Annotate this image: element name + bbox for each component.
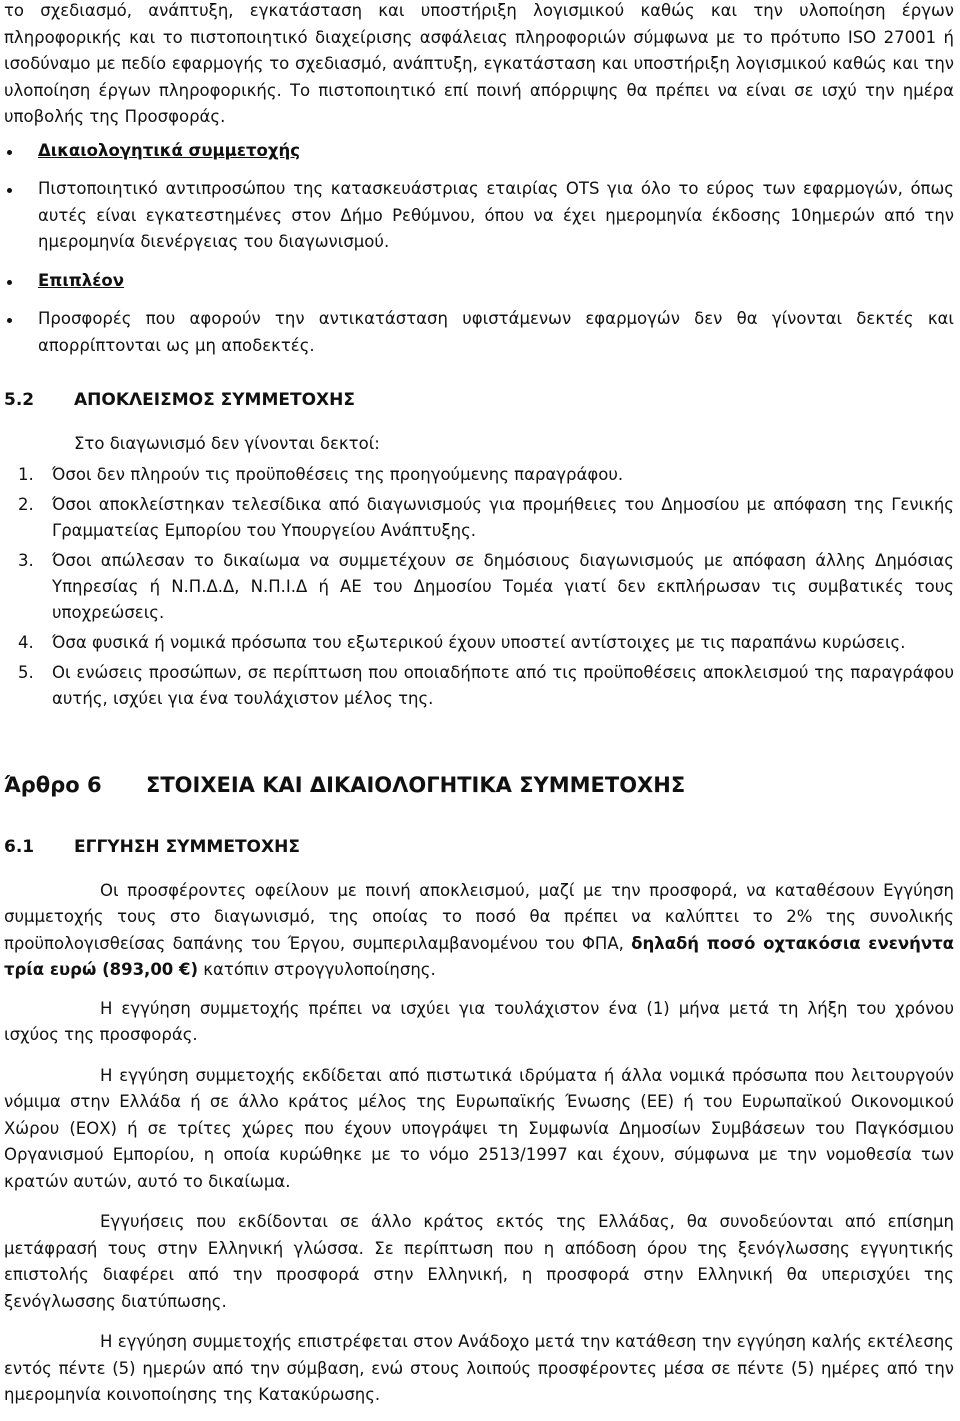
section-6-1-heading (4, 834, 954, 860)
section-title: ΑΠΟΚΛΕΙΣΜΟΣ ΣΥΜΜΕΤΟΧΗΣ (74, 390, 355, 410)
list-item: 4. Όσα φυσικά ή νομικά πρόσωπα του εξωτερικού έχουν υποστεί αντίστοιχες με τις παραπάνω κυρώσεις. (18, 632, 906, 652)
article-6-heading (4, 770, 954, 800)
bullet-certificate: Πιστοποιητικό αντιπροσώπου της κατασκευάστριας εταιρίας OTS για όλο το εύρος των εφαρμογών, όπως αυτές είναι εγκατεστημένες στον Δήμο Ρεθύμνου, όπου να έχει ημερομηνία έκδοσης 10ημερών από την ημερομηνία διενέργειας του διαγωνισμού. (4, 176, 954, 256)
section-5-2-heading (4, 387, 954, 413)
article-label: Άρθρο 6 (4, 772, 102, 797)
intro-paragraph: το σχεδιασμό, ανάπτυξη, εγκατάσταση και υποστήριξη λογισμικού καθώς και την υλοποίηση έργων πληροφορικής και το πιστοποιητικό διαχείρισης ασφάλειας πληροφοριών σύμφωνα με το πρότυπο ISO 27001 ή ισοδύναμο με πεδίο εφαρμογής το σχεδιασμό, ανάπτυξη, εγκατάσταση και υποστήριξη λογισμικού καθώς και την υλοποίηση έργων πληροφορικής. Το πιστοποιητικό επί ποινή απόρριψης θα πρέπει να είναι σε ισχύ την ημέρα υποβολής της Προσφοράς. (4, 1, 954, 126)
exclusion-list (4, 462, 954, 712)
additionally-heading: Επιπλέον (38, 270, 125, 290)
participation-bullets (4, 138, 954, 360)
list-item: 1. Όσοι δεν πληρούν τις προϋποθέσεις της προηγούμενης παραγράφου. (18, 464, 624, 484)
guarantee-paragraph-3: Η εγγύηση συμμετοχής εκδίδεται από πιστωτικά ιδρύματα ή άλλα νομικά πρόσωπα που λειτουργούν νόμιμα στην Ελλάδα ή σε άλλο κράτος μέλος της Ευρωπαϊκής Ένωσης (ΕΕ) ή του Ευρωπαϊκού Οικονομικού Χώρου (ΕΟΧ) ή σε τρίτες χώρες που έχουν υπογράψει τη Συμφωνία Δημοσίων Συμβάσεων του Παγκόσμιου Οργανισμού Εμπορίου, η οποία κυρώθηκε με το νόμο 2513/1997 και έχουν, σύμφωνα με την νομοθεσία των κρατών αυτών, αυτό το δικαίωμα. (4, 1065, 954, 1191)
guarantee-amount: δηλαδή ποσό οχτακόσια ενενήντα τρία ευρώ (893,00 €) (4, 933, 954, 979)
list-item: 5. Οι ενώσεις προσώπων, σε περίπτωση που οποιαδήποτε από τις προϋποθέσεις αποκλεισμού της παραγράφου αυτής, ισχύει για ένα τουλάχιστον μέλος της. (18, 662, 954, 708)
list-item: 3. Όσοι απώλεσαν το δικαίωμα να συμμετέχουν σε δημόσιους διαγωνισμούς με απόφαση άλλης Δημόσιας Υπηρεσίας ή Ν.Π.Δ.Δ, Ν.Π.Ι.Δ ή ΑΕ του Δημοσίου Τομέα γιατί δεν εκπλήρωσαν τις συμβατικές τους υποχρεώσεις. (18, 550, 954, 622)
guarantee-paragraph-4: Εγγυήσεις που εκδίδονται σε άλλο κράτος εκτός της Ελλάδας, θα συνοδεύονται από επίσημη μετάφρασή τους στην Ελληνική γλώσσα. Σε περίπτωση που η απόδοση όρου της ξενόγλωσσης εγγυητικής επιστολής διαφέρει από την προσφορά στην Ελληνική, η προσφορά στην Ελληνική θα υπερισχύει της ξενόγλωσσης διατύπωσης. (4, 1212, 954, 1311)
guarantee-paragraph-5: Η εγγύηση συμμετοχής επιστρέφεται στον Ανάδοχο μετά την κατάθεση την εγγύηση καλής εκτέλεσης εντός πέντε (5) ημερών από την σύμβαση, ενώ στους λοιπούς προσφέροντες μέσα σε πέντε (5) ημέρες από την ημερομηνία κοινοποίησης της Κατακύρωσης. (4, 1332, 954, 1404)
guarantee-paragraph-2: Η εγγύηση συμμετοχής πρέπει να ισχύει για τουλάχιστον ένα (1) μήνα μετά τη λήξη του χρόνου ισχύος της προσφοράς. (4, 998, 954, 1044)
bullet-heading-documents (4, 138, 954, 165)
bullet-heading-additionally (4, 268, 954, 295)
bullet-replacement: Προσφορές που αφορούν την αντικατάσταση υφιστάμενων εφαρμογών δεν θα γίνονται δεκτές και απορρίπτονται ως μη αποδεκτές. (4, 306, 954, 359)
guarantee-paragraph-1: Οι προσφέροντες οφείλουν με ποινή αποκλεισμού, μαζί με την προσφορά, να καταθέσουν Εγγύηση συμμετοχής τους στο διαγωνισμό, της οποίας το ποσό θα πρέπει να καλύπτει το 2% της συνολικής προϋπολογισθείσας δαπάνης του Έργου, συμπεριλαμβανομένου του ΦΠΑ, δηλαδή ποσό οχτακόσια ενενήντα τρία ευρώ (893,00 €) κατόπιν στρογγυλοποίησης. (4, 880, 954, 979)
section-number: 6.1 (4, 836, 35, 857)
exclusion-lead: Στο διαγωνισμό δεν γίνονται δεκτοί: (74, 434, 380, 453)
section-number: 5.2 (4, 390, 35, 410)
article-title: ΣΤΟΙΧΕΙΑ ΚΑΙ ΔΙΚΑΙΟΛΟΓΗΤΙΚΑ ΣΥΜΜΕΤΟΧΗΣ (146, 772, 686, 797)
section-title: ΕΓΓΥΗΣΗ ΣΥΜΜΕΤΟΧΗΣ (74, 836, 300, 857)
documents-heading: Δικαιολογητικά συμμετοχής (38, 140, 301, 160)
list-item: 2. Όσοι αποκλείστηκαν τελεσίδικα από διαγωνισμούς για προμήθειες του Δημοσίου με απόφαση της Γενικής Γραμματείας Εμπορίου του Υπουργείου Ανάπτυξης. (18, 494, 954, 540)
